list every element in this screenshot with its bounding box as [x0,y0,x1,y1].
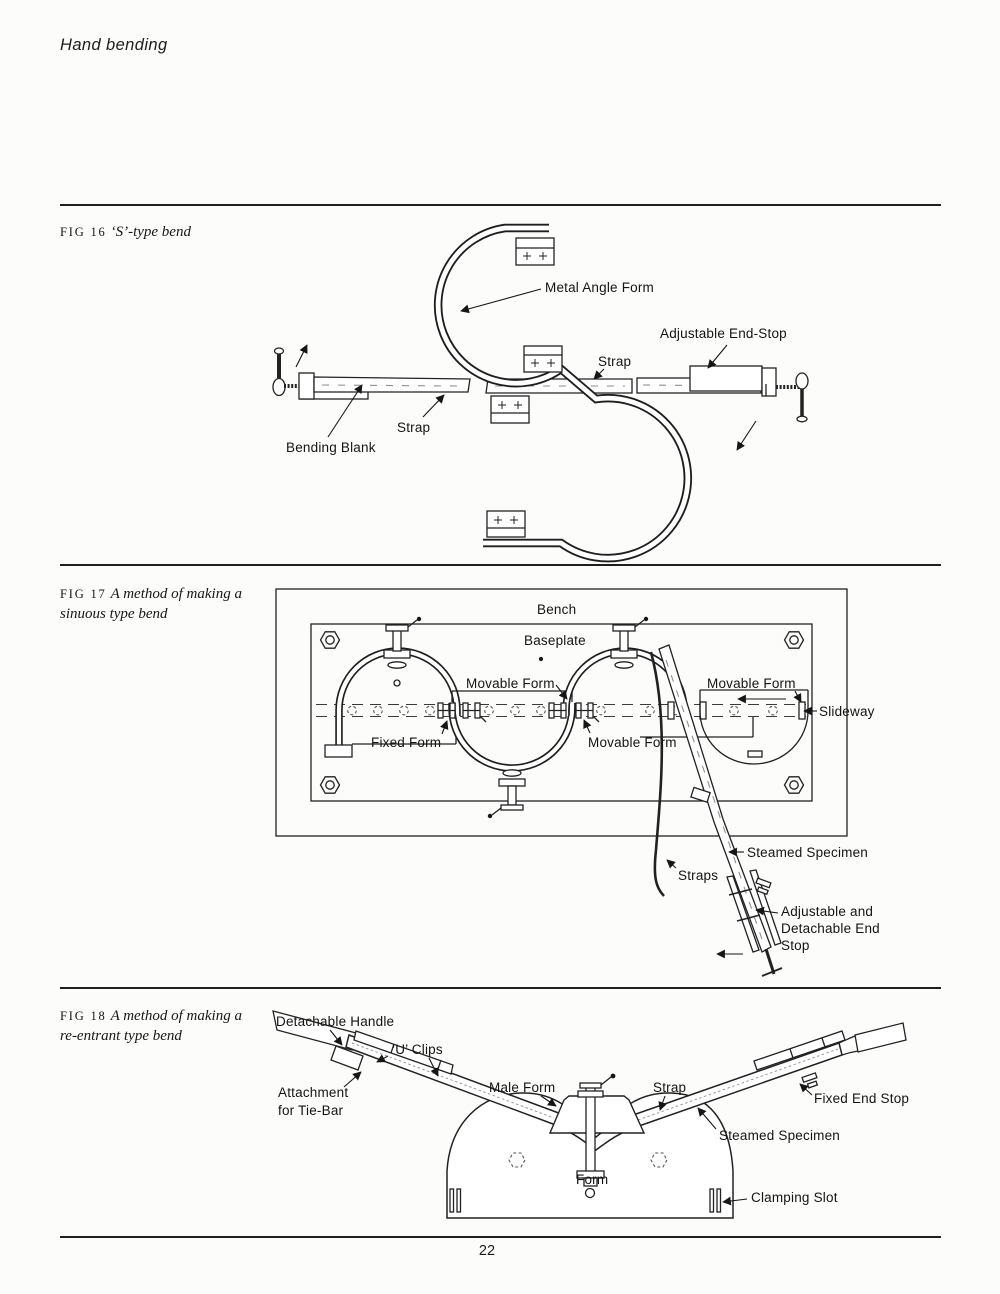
label-strap-18: Strap [653,1080,687,1095]
label-movable-form-center: Movable Form [588,735,677,750]
fig17-steamed-specimen-bar [651,645,771,952]
label-u-clips: ‘U’ Clips [392,1042,443,1057]
fig17-number: FIG 17 [60,587,107,601]
label-straps: Straps [678,868,719,883]
label-fixed-form: Fixed Form [371,735,442,750]
label-steamed-specimen-18: Steamed Specimen [719,1128,841,1143]
fig16-end-stop-assembly [690,366,808,422]
label-end-stop-line1: Adjustable and [781,904,874,919]
label-baseplate: Baseplate [524,633,586,648]
page-number: 22 [478,1243,496,1259]
label-detachable-handle: Detachable Handle [276,1014,395,1029]
running-head: Hand bending [60,36,168,54]
label-slideway: Slideway [819,704,875,719]
label-movable-form-right: Movable Form [707,676,796,691]
fig18-male-form [550,1096,644,1133]
label-metal-angle-form: Metal Angle Form [545,280,654,295]
fig18-title-line2: re-entrant type bend [60,1028,182,1044]
fig17-title-line2: sinuous type bend [60,606,168,622]
fig18-diagram [0,992,1000,1238]
label-movable-form-top: Movable Form [466,676,555,691]
label-attachment-line2: for Tie-Bar [278,1103,344,1118]
label-fixed-end-stop: Fixed End Stop [814,1091,910,1106]
label-strap-bottom: Strap [397,420,431,435]
label-attachment-line1: Attachment [278,1085,349,1100]
label-strap-top: Strap [598,354,632,369]
label-clamping-slot: Clamping Slot [751,1190,838,1205]
fig18-title-line1: A method of making a [110,1008,242,1024]
fig18-number: FIG 18 [60,1009,107,1023]
fig16-pull-arrow-left [296,345,307,367]
label-adjustable-end-stop: Adjustable End-Stop [660,326,787,341]
fig17-title-line1: A method of making a [110,586,242,602]
fig16-diagram [0,206,1000,566]
fig17-end-stop-assembly [717,870,782,976]
label-steamed-specimen-17: Steamed Specimen [747,845,869,860]
fig16-pull-arrow-right [737,421,756,450]
fig16-bending-blank [314,377,470,392]
fig16-title: ‘S’-type bend [110,224,191,240]
label-bench: Bench [537,602,577,617]
fig17-strap-curve [651,652,664,896]
fig17-movable-form-slideway [700,690,808,764]
label-end-stop-line3: Stop [781,938,810,953]
label-end-stop-line2: Detachable End [781,921,880,936]
fig17-clamp-screws [384,617,648,818]
label-bending-blank: Bending Blank [286,440,376,455]
fig17-diagram [0,566,1000,990]
fig16-number: FIG 16 [60,225,107,239]
label-form: Form [576,1172,609,1187]
label-male-form: Male Form [489,1080,556,1095]
